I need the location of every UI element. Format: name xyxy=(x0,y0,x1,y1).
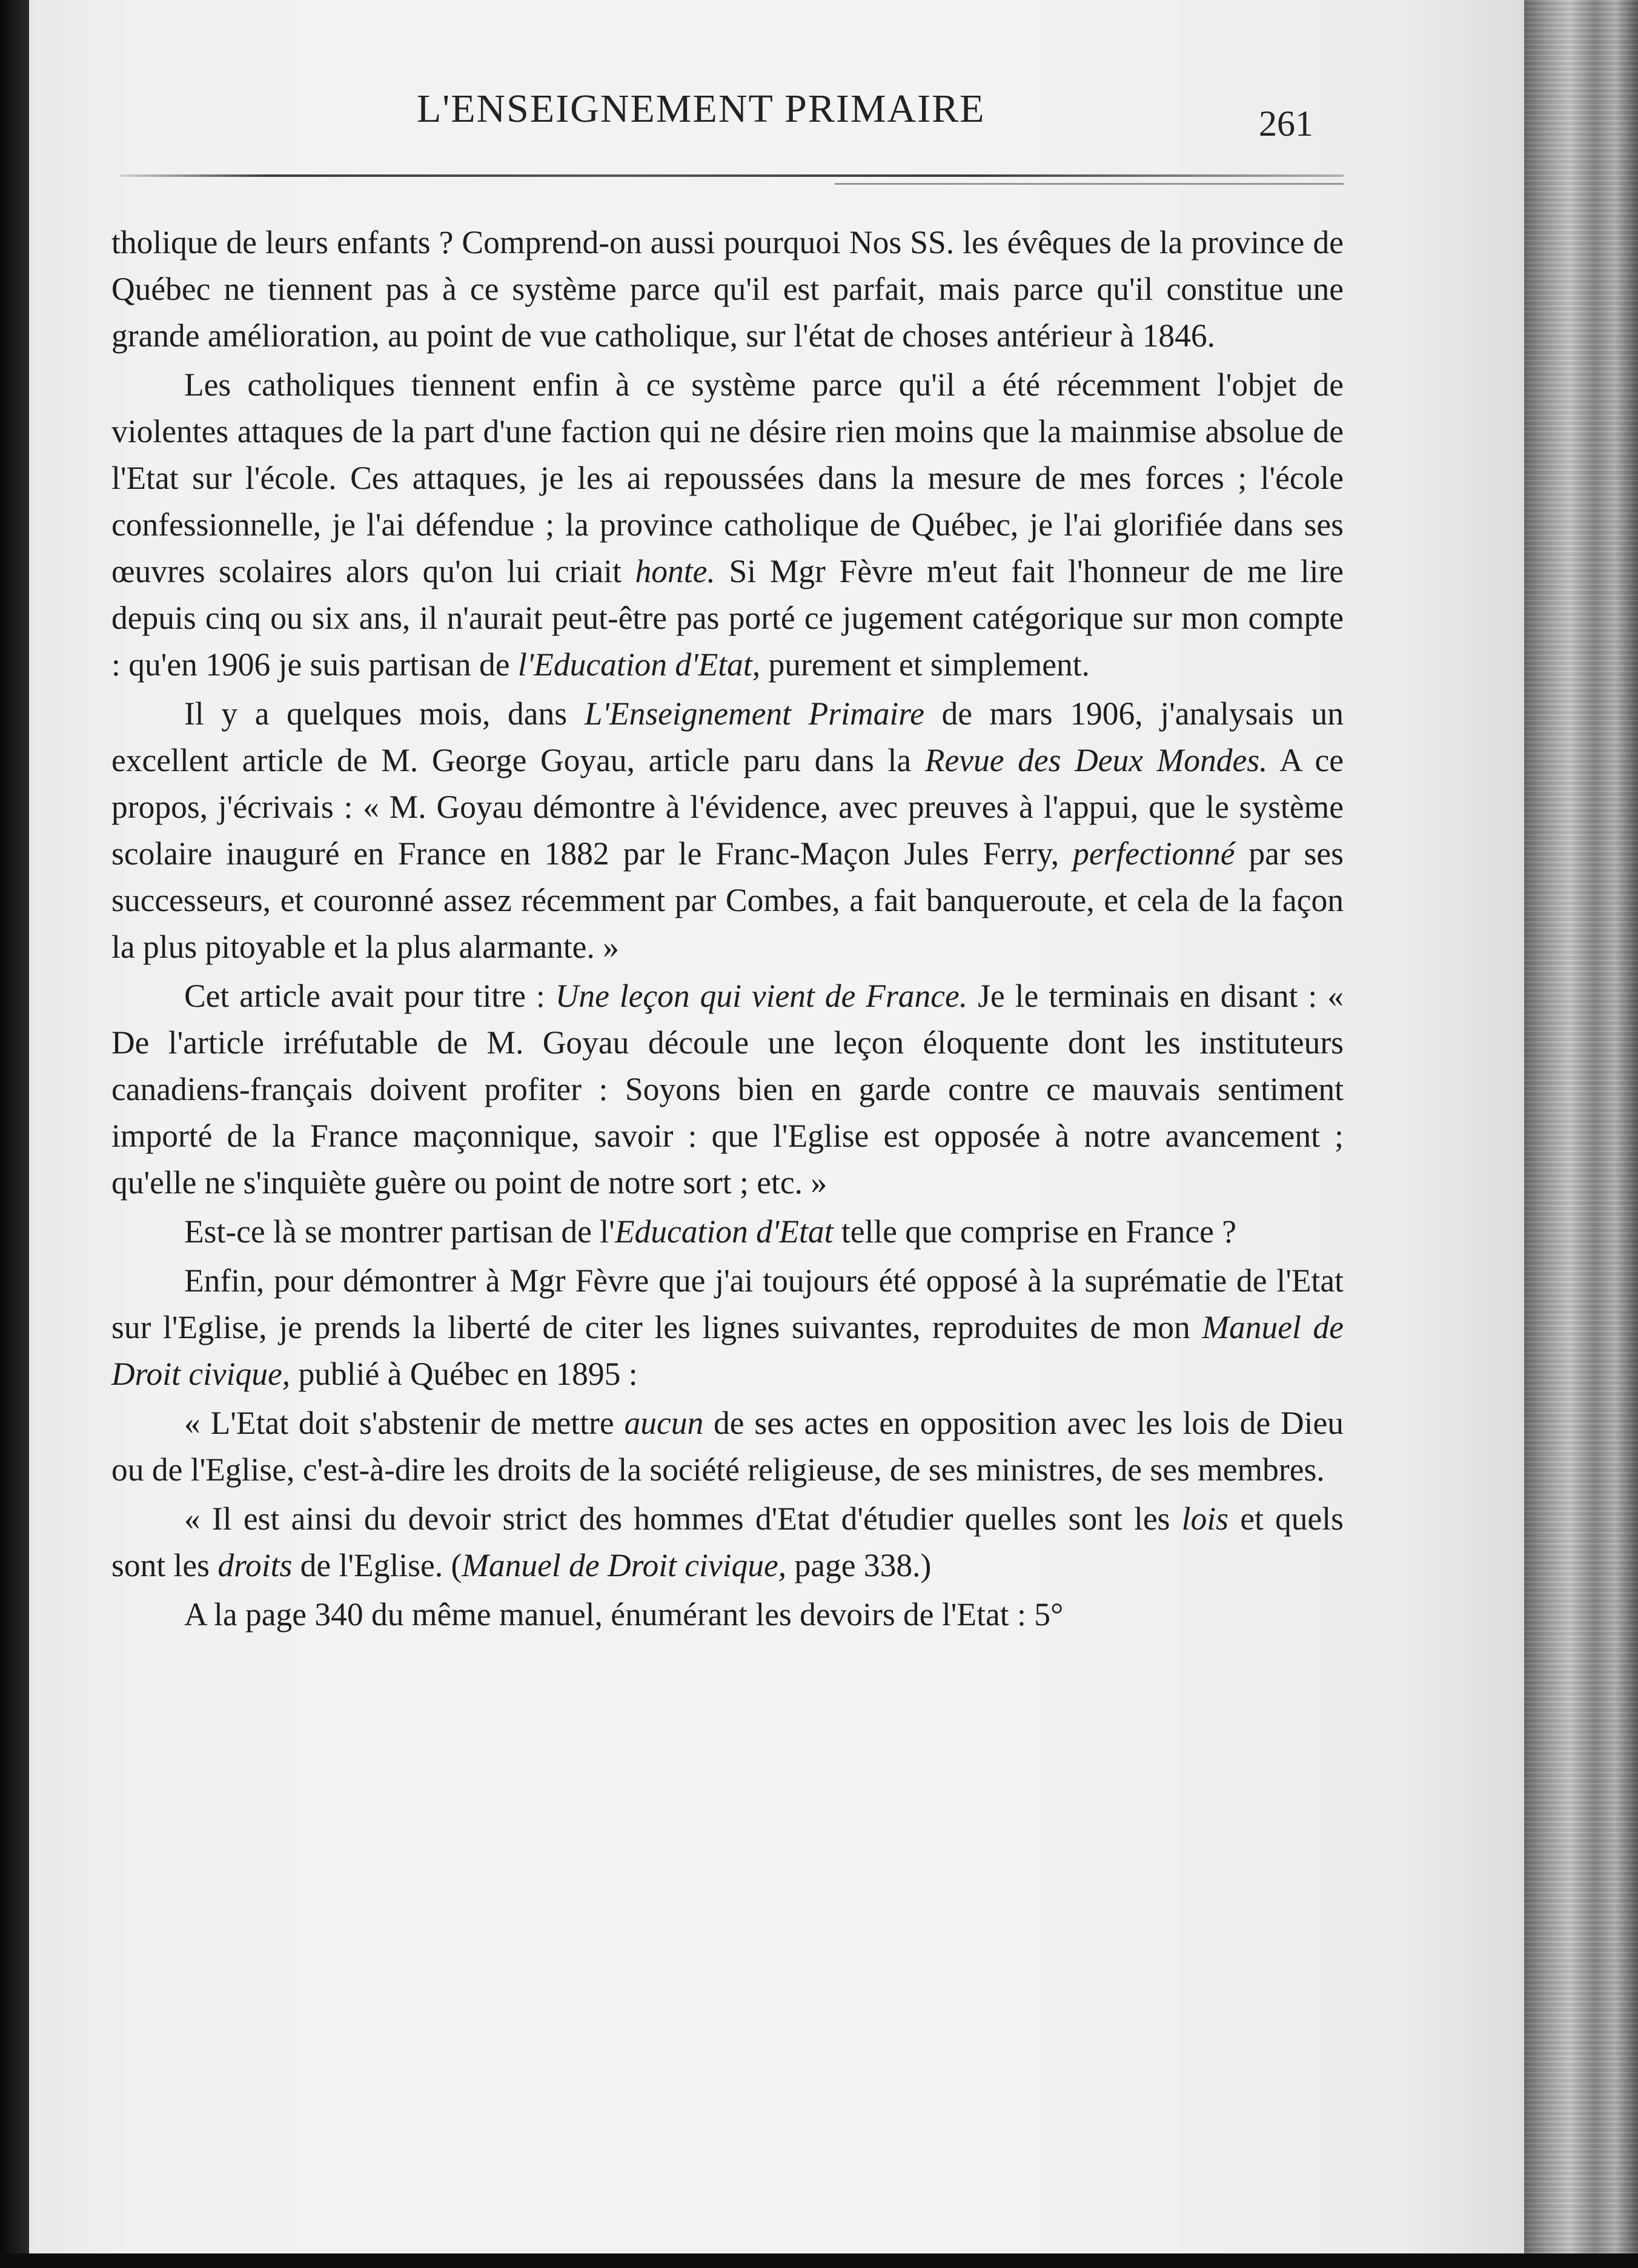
italic-text: l'Education d'Etat, xyxy=(517,646,761,683)
paragraph-p5 xyxy=(111,1209,1344,1255)
italic-text: Education d'Etat xyxy=(614,1213,834,1250)
text-run: Enfin, pour démontrer à Mgr Fèvre que j'ai toujours été opposé à la suprématie de l'Etat sur l'Eglise, je prends la liberté de citer les lignes suivantes, reproduites de mon xyxy=(111,1262,1344,1345)
italic-text: honte. xyxy=(635,553,715,589)
book-spine xyxy=(1524,0,1638,2268)
text-run: Est-ce là se montrer partisan de l' xyxy=(184,1213,615,1250)
text-run: de ses actes en opposition avec les lois de Dieu ou de l'Eglise, c'est-à-dire les droits de la société religieuse, de ses ministres, de ses membres. xyxy=(111,1405,1344,1488)
running-title: L'ENSEIGNEMENT PRIMAIRE xyxy=(417,87,986,131)
text-run: de mars 1906, j'analysais un excellent article de M. George Goyau, article paru dans la xyxy=(111,695,1344,778)
page-number: 261 xyxy=(1259,104,1313,144)
paragraph-p9 xyxy=(111,1591,1344,1638)
scan-frame-bottom xyxy=(0,2253,1638,2268)
paragraph-p8 xyxy=(111,1496,1344,1589)
text-run: A ce propos, j'écrivais : « M. Goyau démontre à l'évidence, avec preuves à l'appui, que le système scolaire inauguré en France en 1882 par le Franc-Maçon Jules Ferry, xyxy=(111,742,1344,872)
text-run: et quels sont les xyxy=(111,1500,1344,1583)
italic-text: perfectionné xyxy=(1073,835,1235,872)
paragraph-p3 xyxy=(111,691,1344,970)
text-run: par ses successeurs, et couronné assez récemment par Combes, a fait banqueroute, et cela de la façon la plus pitoyable et la plus alarmante. » xyxy=(111,835,1344,965)
header-rule-segment xyxy=(835,183,1344,185)
header-rule xyxy=(120,174,1344,177)
italic-text: L'Enseignement Primaire xyxy=(584,695,924,732)
text-run: A la page 340 du même manuel, énumérant les devoirs de l'Etat : 5° xyxy=(184,1596,1064,1633)
text-run: publié à Québec en 1895 : xyxy=(290,1356,638,1392)
italic-text: droits xyxy=(217,1547,293,1583)
italic-text: Une leçon qui vient de France. xyxy=(555,978,968,1014)
paragraph-p4 xyxy=(111,973,1344,1206)
text-run: Cet article avait pour titre : xyxy=(184,978,555,1014)
text-run: « Il est ainsi du devoir strict des hommes d'Etat d'étudier quelles sont les xyxy=(184,1500,1182,1537)
paragraph-p7 xyxy=(111,1400,1344,1493)
text-run: purement et simplement. xyxy=(760,646,1090,683)
text-run: de l'Eglise. ( xyxy=(292,1547,462,1583)
text-run: Si Mgr Fèvre m'eut fait l'honneur de me lire depuis cinq ou six ans, il n'aurait peut-être pas porté ce jugement catégorique sur mon compte : qu'en 1906 je suis partisan de xyxy=(111,553,1344,683)
italic-text: Revue des Deux Mondes. xyxy=(924,742,1268,778)
text-run: Les catholiques tiennent enfin à ce système parce qu'il a été récemment l'objet de violentes attaques de la part d'une faction qui ne désire rien moins que la mainmise absolue de l'Etat sur l'école. Ces attaques, je les ai repoussées dans la mesure de mes forces ; l'école confessionnelle, je l'ai défendue ; la province catholique de Québec, je l'ai glorifiée dans ses œuvres scolaires alors qu'on lui criait xyxy=(111,366,1344,589)
italic-text: aucun xyxy=(624,1405,704,1441)
text-run: « L'Etat doit s'abstenir de mettre xyxy=(184,1405,625,1441)
text-run: Il y a quelques mois, dans xyxy=(184,695,585,732)
text-run: page 338.) xyxy=(786,1547,932,1583)
scan-frame-left xyxy=(0,0,29,2268)
italic-text: lois xyxy=(1181,1500,1228,1537)
italic-text: Manuel de Droit civique, xyxy=(462,1547,787,1583)
paragraph-p6 xyxy=(111,1258,1344,1398)
paragraph-p2 xyxy=(111,362,1344,688)
paragraph-p1 xyxy=(111,219,1344,359)
text-run: tholique de leurs enfants ? Comprend-on aussi pourquoi Nos SS. les évêques de la province de Québec ne tiennent pas à ce système parce qu'il est parfait, mais parce qu'il constitue une grande amélioration, au point de vue catholique, sur l'état de choses antérieur à 1846. xyxy=(111,224,1344,354)
text-run: Je le terminais en disant : « De l'article irréfutable de M. Goyau découle une leçon éloquente dont les instituteurs canadiens-français doivent profiter : Soyons bien en garde contre ce mauvais sentiment importé de la France maçonnique, savoir : que l'Eglise est opposée à notre avancement ; qu'elle ne s'inquiète guère ou point de notre sort ; etc. » xyxy=(111,978,1344,1201)
body-text xyxy=(111,219,1344,1640)
text-run: telle que comprise en France ? xyxy=(833,1213,1236,1250)
book-page xyxy=(29,0,1524,2253)
italic-text: Manuel de Droit civique, xyxy=(111,1309,1344,1392)
